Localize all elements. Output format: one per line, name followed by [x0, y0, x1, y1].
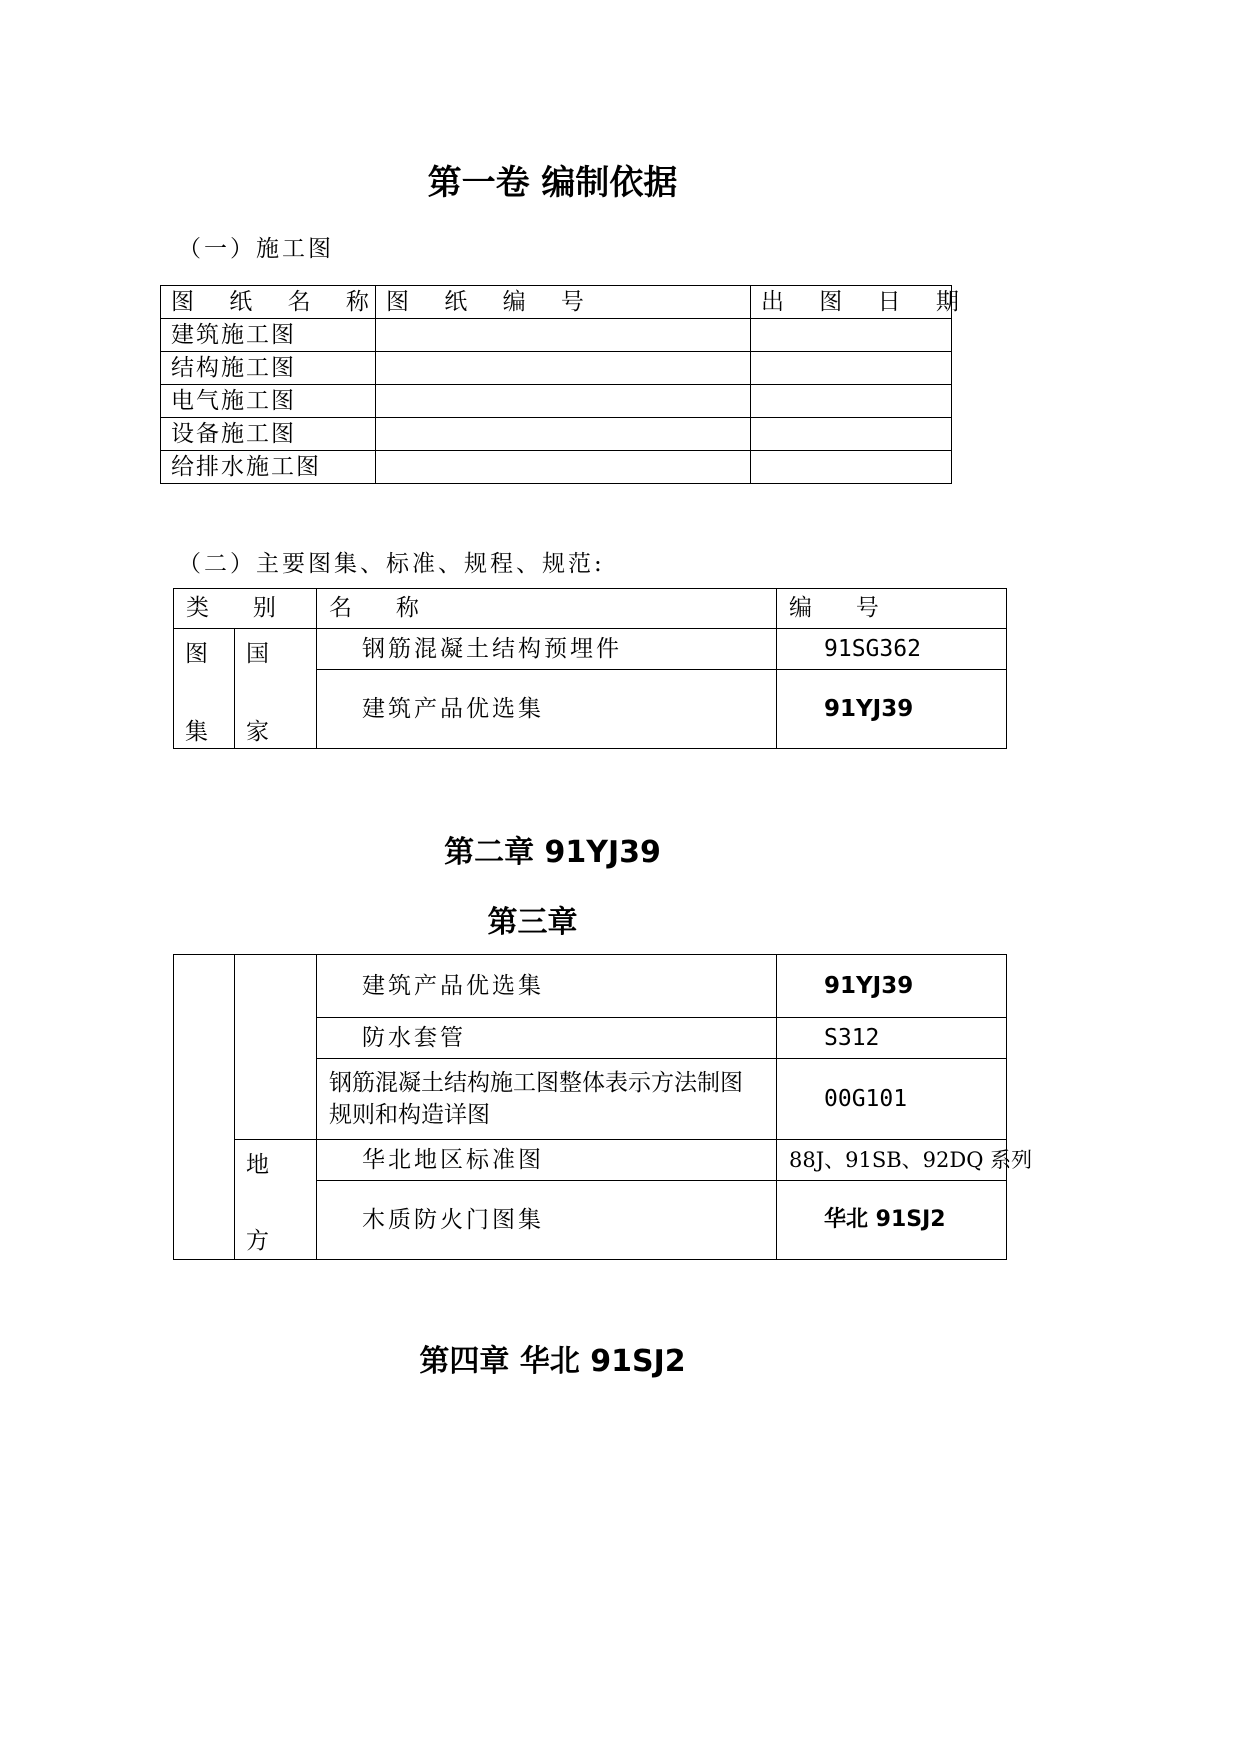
table-row: [174, 1140, 1007, 1181]
standard-code-cell: 91YJ39: [777, 670, 1007, 749]
table-row: [161, 451, 952, 484]
standard-name-cell: 钢筋混凝土结构施工图整体表示方法制图规则和构造详图: [317, 1059, 777, 1140]
header-issue-date: 出 图 日 期: [751, 286, 952, 319]
category-local-top: 地: [246, 1152, 269, 1178]
issue-date-cell: [751, 451, 952, 484]
table-row: [161, 418, 952, 451]
standard-name-cell: 建筑产品优选集: [317, 955, 777, 1018]
category-atlas-cell: [174, 955, 235, 1260]
drawing-number-cell: [376, 352, 751, 385]
category-atlas-bottom: 集: [185, 719, 208, 745]
table-header-row: [174, 589, 1007, 629]
standards-table: [173, 588, 1007, 749]
category-national-top: 国: [246, 641, 269, 667]
chapter-4-heading: 第四章 华北 91SJ2: [419, 1344, 686, 1379]
volume-title: 第一卷 编制依据: [427, 163, 678, 203]
issue-date-cell: [751, 385, 952, 418]
table-row: [174, 629, 1007, 670]
standard-name-cell: 木质防火门图集: [317, 1181, 777, 1260]
category-atlas-cell: [174, 629, 235, 749]
standard-code-cell: 华北 91SJ2: [777, 1181, 1007, 1260]
standard-name-cell: 钢筋混凝土结构预埋件: [317, 629, 777, 670]
standard-name-cell: 建筑产品优选集: [317, 670, 777, 749]
section-label-standards: （二）主要图集、标准、规程、规范:: [178, 551, 605, 577]
table-row: [161, 385, 952, 418]
category-local-bottom: 方: [246, 1228, 269, 1254]
category-national-cell: [235, 955, 317, 1140]
drawing-name-cell: 结构施工图: [161, 352, 376, 385]
drawing-number-cell: [376, 319, 751, 352]
category-national-cell: [235, 629, 317, 749]
header-name: 名 称: [317, 589, 777, 629]
issue-date-cell: [751, 418, 952, 451]
issue-date-cell: [751, 319, 952, 352]
header-code: 编 号: [777, 589, 1007, 629]
category-national-bottom: 家: [246, 719, 269, 745]
standard-code-cell: 88J、91SB、92DQ 系列: [777, 1140, 1007, 1181]
standard-code-cell: S312: [777, 1018, 1007, 1059]
construction-drawings-table: [160, 285, 973, 484]
header-drawing-number: 图 纸 编 号: [376, 286, 751, 319]
drawing-number-cell: [376, 418, 751, 451]
section-label-construction-drawings: （一）施工图: [178, 236, 334, 262]
standard-code-cell: 91YJ39: [777, 955, 1007, 1018]
standard-code-cell: 00G101: [777, 1059, 1007, 1140]
header-category: 类 别: [174, 589, 317, 629]
standard-code-cell: 91SG362: [777, 629, 1007, 670]
drawing-name-cell: 设备施工图: [161, 418, 376, 451]
issue-date-cell: [751, 352, 952, 385]
standards-table-continued: [173, 954, 1033, 1260]
drawing-number-cell: [376, 451, 751, 484]
drawing-name-cell: 建筑施工图: [161, 319, 376, 352]
standard-name-cell: 防水套管: [317, 1018, 777, 1059]
chapter-3-heading: 第三章: [487, 905, 578, 940]
table-row: [174, 955, 1007, 1018]
table-row: [161, 352, 952, 385]
drawing-name-cell: 给排水施工图: [161, 451, 376, 484]
category-atlas-top: 图: [185, 641, 208, 667]
table-header-row: [161, 286, 952, 319]
drawing-number-cell: [376, 385, 751, 418]
chapter-2-heading: 第二章 91YJ39: [444, 835, 661, 870]
header-drawing-name: 图 纸 名 称: [161, 286, 376, 319]
standard-name-cell: 华北地区标准图: [317, 1140, 777, 1181]
category-local-cell: [235, 1140, 317, 1260]
drawing-name-cell: 电气施工图: [161, 385, 376, 418]
table-row: [161, 319, 952, 352]
